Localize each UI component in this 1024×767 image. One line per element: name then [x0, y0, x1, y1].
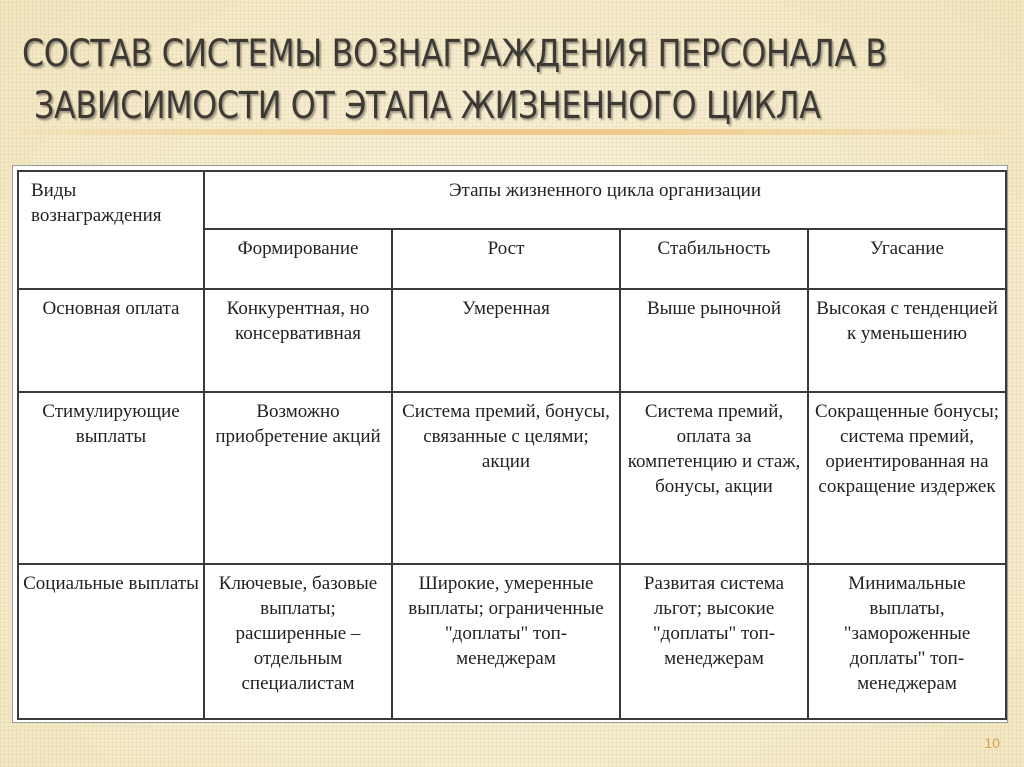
table-cell: Возможно приобретение акций — [204, 392, 392, 564]
table-cell: Система премий, оплата за компетенцию и стаж, бонусы, акции — [620, 392, 808, 564]
table-cell: Минимальные выплаты, "замороженные доплаты" топ-менеджерам — [808, 564, 1006, 719]
row-label-base-pay: Основная оплата — [18, 289, 204, 392]
slide-title — [22, 28, 887, 132]
reward-type-header: Виды вознаграждения — [18, 171, 204, 289]
table-row — [18, 564, 1006, 719]
table-cell: Ключевые, базовые выплаты; расширенные – отдельным специалистам — [204, 564, 392, 719]
title-underline — [20, 129, 1004, 135]
row-label-incentive-payments: Стимулирующие выплаты — [18, 392, 204, 564]
table-row — [18, 289, 1006, 392]
stage-header-decline: Угасание — [808, 229, 1006, 289]
table-cell: Развитая система льгот; высокие "доплаты" топ-менеджерам — [620, 564, 808, 719]
table-header-row — [18, 171, 1006, 229]
stage-header-growth: Рост — [392, 229, 620, 289]
slide-page-number: 10 — [984, 735, 1000, 751]
lifecycle-stages-header: Этапы жизненного цикла организации — [204, 171, 1006, 229]
table-cell: Умеренная — [392, 289, 620, 392]
stage-header-stability: Стабильность — [620, 229, 808, 289]
reward-composition-table — [17, 170, 1007, 720]
table-cell: Сокращенные бонусы; система премий, ориентированная на сокращение издержек — [808, 392, 1006, 564]
table-row — [18, 392, 1006, 564]
stage-header-formation: Формирование — [204, 229, 392, 289]
slide-title-line-1: СОСТАВ СИСТЕМЫ ВОЗНАГРАЖДЕНИЯ ПЕРСОНАЛА В — [22, 32, 887, 75]
table-cell: Конкурентная, но консервативная — [204, 289, 392, 392]
table-cell: Высокая с тенденцией к уменьшению — [808, 289, 1006, 392]
table-cell: Система премий, бонусы, связанные с целями; акции — [392, 392, 620, 564]
slide-title-line-2: ЗАВИСИМОСТИ ОТ ЭТАПА ЖИЗНЕННОГО ЦИКЛА — [34, 84, 821, 127]
table-cell: Широкие, умеренные выплаты; ограниченные "доплаты" топ-менеджерам — [392, 564, 620, 719]
table-panel — [12, 165, 1008, 723]
table-cell: Выше рыночной — [620, 289, 808, 392]
row-label-social-payments: Социальные выплаты — [18, 564, 204, 719]
